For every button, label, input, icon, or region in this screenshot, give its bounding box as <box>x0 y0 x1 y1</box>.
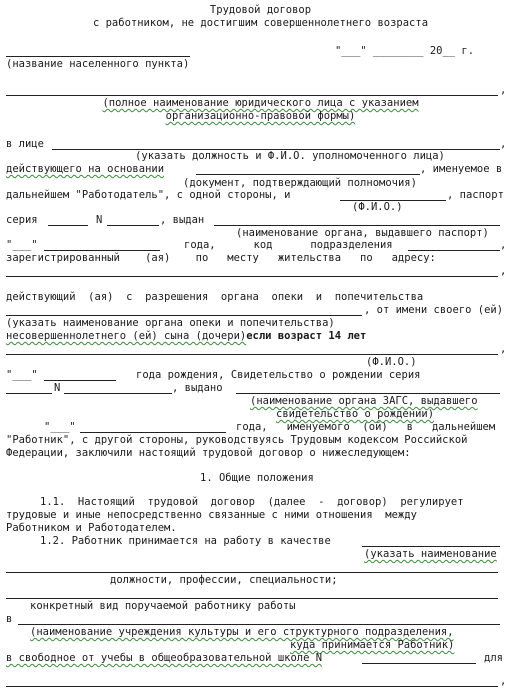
passport-issuer-field[interactable] <box>214 225 500 226</box>
position-caption: (указать должность и Ф.И.О. уполномоченного лица) <box>135 150 445 162</box>
child-birth-date-field[interactable] <box>80 432 226 433</box>
city-caption: (название населенного пункта) <box>6 58 190 70</box>
birth-year-label: года рождения, Свидетельство о рождении серия <box>136 369 421 381</box>
profession-field[interactable] <box>6 572 498 573</box>
series-field[interactable] <box>48 225 88 226</box>
organization-caption-2: организационно-правовой формы) <box>165 110 356 122</box>
subdivision-code-field[interactable] <box>408 250 500 251</box>
free-time-label: в свободное от учебы в общеобразовательной школе N <box>6 652 323 664</box>
child-day: "___" <box>44 421 76 433</box>
purpose-field[interactable] <box>6 686 498 687</box>
work-type-field[interactable] <box>6 598 498 599</box>
organization-field[interactable] <box>6 95 498 96</box>
date-line: "___" ________ 20__ г. <box>335 45 475 57</box>
hereinafter-employer: дальнейшем "Работодатель", с одной стороны, и <box>6 189 291 201</box>
federation-line: Федерации, заключили настоящий трудовой договор о нижеследующем: <box>6 447 411 459</box>
acting-permission: действующий (ая) с разрешения органа опеки и попечительства <box>6 291 424 303</box>
year-code-label: года, код подразделения <box>184 239 393 251</box>
authority-document-field[interactable] <box>196 174 420 175</box>
comma: , <box>500 84 507 96</box>
culture-caption-2: куда принимается Работник) <box>290 639 455 651</box>
address-field[interactable] <box>6 276 498 277</box>
child-name-field[interactable] <box>6 354 498 355</box>
fio-caption: (Ф.И.О.) <box>352 201 403 213</box>
zags-caption-1: (наименование органа ЗАГС, выдавшего <box>250 395 478 407</box>
on-behalf: , от имени своего (ей) <box>364 304 504 316</box>
culture-caption-1: (наименование учреждения культуры и его структурного подразделения, <box>30 626 454 638</box>
issuer-caption: (наименование органа, выдавшего паспорт) <box>236 227 489 239</box>
if-age-text: если возраст 14 лет <box>246 330 367 342</box>
passport-number-field[interactable] <box>107 225 159 226</box>
document-subtitle: с работником, не достигшим совершеннолетнего возраста <box>92 17 429 29</box>
acting-on-basis-label: действующего на основании <box>6 163 165 175</box>
minor-son-text: несовершеннолетнего (ей) сына (дочери) <box>6 330 247 342</box>
guardianship-field[interactable] <box>6 315 362 316</box>
comma: , <box>500 343 507 355</box>
zags-caption-2: свидетельство о рождении) <box>276 408 435 420</box>
city-field[interactable] <box>6 56 190 57</box>
paragraph-1-1-line-3: Работником и Работодателем. <box>6 522 177 534</box>
specify-name-caption: (указать наименование <box>364 548 497 560</box>
for-label: для <box>484 652 503 664</box>
employee-line: "Работник", с другой стороны, руководствуясь Трудовым кодексом Российской <box>6 434 468 446</box>
comma: , <box>500 138 507 150</box>
comma: , <box>500 239 507 251</box>
comma: , <box>500 675 507 687</box>
number-label: N <box>96 214 103 226</box>
minor-son-label <box>6 330 366 343</box>
birth-date-field[interactable] <box>44 380 116 381</box>
issue-day: "___" <box>6 239 38 251</box>
institution-field[interactable] <box>18 624 500 625</box>
specific-work-caption: конкретный вид поручаемой работнику работы <box>30 600 296 612</box>
comma: , <box>500 265 507 277</box>
school-number-field[interactable] <box>362 663 476 664</box>
issue-date-field[interactable] <box>44 250 160 251</box>
job-title-field[interactable] <box>362 546 500 547</box>
document-caption: (документ, подтверждающий полномочия) <box>183 177 417 189</box>
fio-caption-2: (Ф.И.О.) <box>366 356 417 368</box>
birth-day: "___" <box>6 369 38 381</box>
document-title: Трудовой договор <box>209 4 312 16</box>
in-label: в <box>6 613 13 625</box>
hereinafter-named: , именуемое в <box>420 163 503 175</box>
paragraph-1-2: 1.2. Работник принимается на работу в качестве <box>40 535 331 547</box>
certificate-number-field[interactable] <box>64 393 172 394</box>
certificate-number-label: N <box>54 382 61 394</box>
profession-caption: должности, профессии, специальности; <box>110 574 338 586</box>
issued-2-label: , выдано <box>172 382 223 394</box>
passport-label: , паспорт <box>447 189 504 201</box>
section-1-heading: 1. Общие положения <box>200 472 314 484</box>
paragraph-1-1-line-1: 1.1. Настоящий трудовой договор (далее - договор) регулирует <box>40 496 464 508</box>
certificate-series-field[interactable] <box>6 393 52 394</box>
in-person-label: в лице <box>6 138 44 150</box>
year-named-label: года, именуемого (ой) в дальнейшем <box>236 421 496 433</box>
issued-label: , выдан <box>160 214 205 226</box>
paragraph-1-1-line-2: трудовые и иные непосредственно связанные с ними отношения между <box>6 509 417 521</box>
series-label: серия <box>6 214 38 226</box>
registered-label: зарегистрированный (ая) по месту жительства по адресу: <box>6 252 436 264</box>
organization-caption-1: (полное наименование юридического лица с указанием <box>102 97 419 109</box>
zags-field[interactable] <box>236 393 500 394</box>
guardian-caption: (указать наименование органа опеки и попечительства) <box>6 317 335 329</box>
